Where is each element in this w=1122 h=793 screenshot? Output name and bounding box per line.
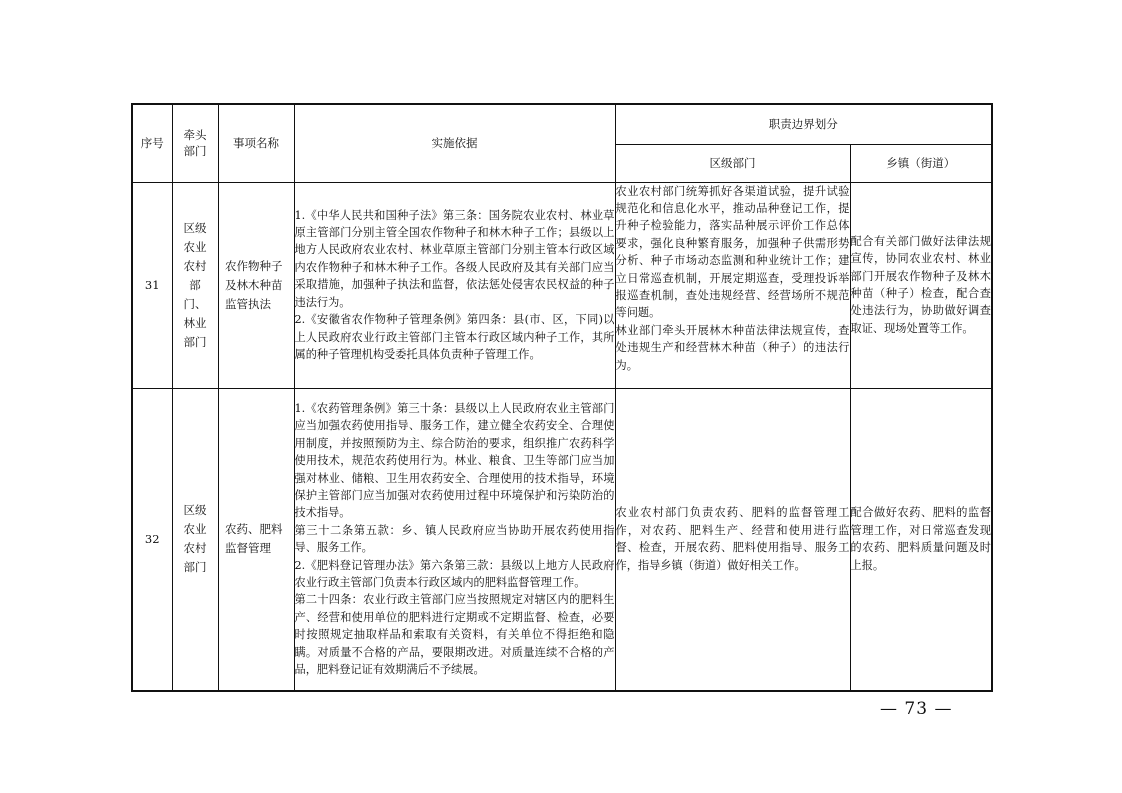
row-item-text: 农药、肥料监督管理 xyxy=(224,522,283,556)
row-item xyxy=(218,182,294,388)
header-item: 事项名称 xyxy=(218,104,294,182)
table-row xyxy=(132,388,992,691)
duty-boundary-table xyxy=(131,103,993,692)
header-dept xyxy=(172,104,218,182)
basis-paragraph: 1.《中华人民共和国种子法》第三条：国务院农业农村、林业草原主管部门分别主管全国农作物种子和林木种子工作；县级以上地方人民政府农业农村、林业草原主管部门分别主管本行政区域内农作物种子和林木种子工作。各级人民政府及其有关部门应当采取措施，加强种子执法和监督，依法惩处侵害农民权益的种子违法行为。 xyxy=(294,208,615,309)
basis-paragraph: 2.《安徽省农作物种子管理条例》第四条：县(市、区，下同)以上人民政府农业行政主管部门主管本行政区域内种子工作，其所属的种子管理机构受委托具体负责种子管理工作。 xyxy=(294,313,615,361)
header-dept-text: 牵头部门 xyxy=(183,128,207,159)
row-basis xyxy=(294,182,615,388)
header-basis: 实施依据 xyxy=(294,104,615,182)
row-item-text: 农作物种子及林木种苗监管执法 xyxy=(224,258,283,311)
header-town: 乡镇（街道） xyxy=(850,144,992,182)
row-dept-text: 区级农业农村部门 xyxy=(183,503,207,575)
row-dept-text: 区级农业农村部门、林业部门 xyxy=(183,220,207,349)
basis-paragraph: 第三十二条第五款：乡、镇人民政府应当协助开展农药使用指导、服务工作。 xyxy=(294,523,615,555)
row-dept xyxy=(172,182,218,388)
page-number: — 73 — xyxy=(880,699,953,719)
basis-paragraph: 2.《肥料登记管理办法》第六条第三款：县级以上地方人民政府农业行政主管部门负责本行政区域内的肥料监督管理工作。 xyxy=(294,558,615,590)
row-district-duty xyxy=(615,388,850,691)
row-basis xyxy=(294,388,615,691)
row-town-duty: 配合有关部门做好法律法规宣传，协同农业农村、林业部门开展农作物种子及林木种苗（种子）检查，配合查处违法行为，协助做好调查取证、现场处置等工作。 xyxy=(850,182,992,388)
district-paragraph: 林业部门牵头开展林木种苗法律法规宣传，查处违规生产和经营林木种苗（种子）的违法行为。 xyxy=(615,323,850,372)
header-district: 区级部门 xyxy=(615,144,850,182)
basis-paragraph: 1.《农药管理条例》第三十条：县级以上人民政府农业主管部门应当加强农药使用指导、服务工作，建立健全农药安全、合理使用制度，并按照预防为主、综合防治的要求，组织推广农药科学使用技术，规范农药使用行为。林业、粮食、卫生等部门应当加强对林业、储粮、卫生用农药安全、合理使用的技术指导，环境保护主管部门应当加强对农药使用过程中环境保护和污染防治的技术指导。 xyxy=(294,402,615,520)
row-item xyxy=(218,388,294,691)
basis-paragraph: 第二十四条：农业行政主管部门应当按照规定对辖区内的肥料生产、经营和使用单位的肥料进行定期或不定期监督、检查，必要时按照规定抽取样品和索取有关资料，有关单位不得拒绝和隐瞒。对质量不合格的产品，要限期改进。对质量连续不合格的产品，肥料登记证有效期满后不予续展。 xyxy=(294,593,615,677)
header-row-top xyxy=(132,104,992,144)
row-index: 31 xyxy=(132,182,172,388)
row-district-duty xyxy=(615,182,850,388)
header-division: 职责边界划分 xyxy=(615,104,992,144)
row-index: 32 xyxy=(132,388,172,691)
district-paragraph: 农业农村部门统筹抓好各渠道试验，提升试验规范化和信息化水平，推动品种登记工作，提升种子检验能力，落实品种展示评价工作总体要求，强化良种繁育服务，加强种子供需形势分析、种子市场动态监测和种业统计工作；建立日常巡查机制，开展定期巡查，受理投诉举报巡查机制，查处违规经营、经营场所不规范等问题。 xyxy=(615,184,850,320)
table-row xyxy=(132,182,992,388)
header-index: 序号 xyxy=(132,104,172,182)
row-dept xyxy=(172,388,218,691)
district-paragraph: 农业农村部门负责农药、肥料的监督管理工作，对农药、肥料生产、经营和使用进行监督、检查，开展农药、肥料使用指导、服务工作，指导乡镇（街道）做好相关工作。 xyxy=(615,506,850,572)
row-town-duty: 配合做好农药、肥料的监督管理工作，对日常巡查发现的农药、肥料质量问题及时上报。 xyxy=(850,388,992,691)
